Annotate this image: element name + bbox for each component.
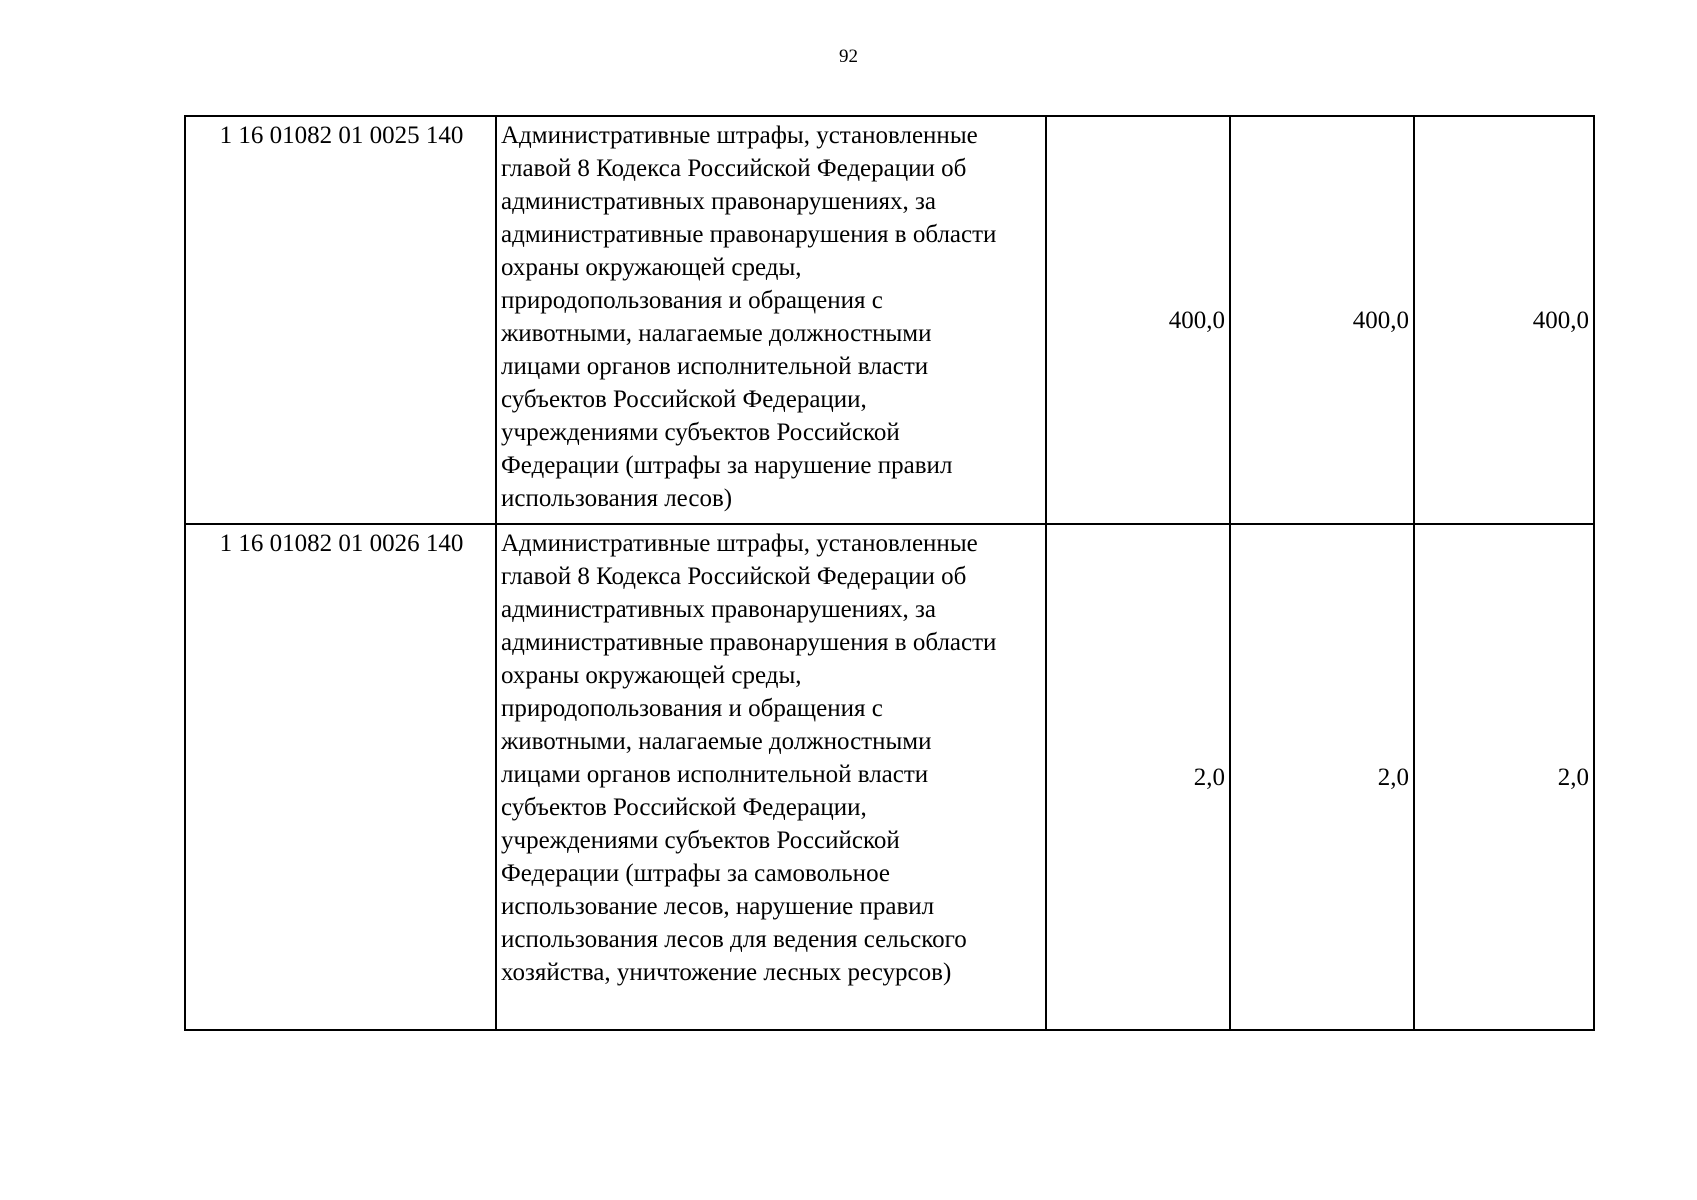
table-row bbox=[185, 524, 1594, 1030]
description-cell bbox=[496, 524, 1046, 1030]
budget-code-cell: 1 16 01082 01 0026 140 bbox=[185, 524, 496, 1030]
description-line: использования лесов для ведения сельского bbox=[501, 926, 967, 953]
description-line: лицами органов исполнительной власти bbox=[501, 353, 929, 380]
amount-cell-3: 400,0 bbox=[1414, 116, 1594, 524]
description-line: учреждениями субъектов Российской bbox=[501, 827, 900, 854]
description-line: субъектов Российской Федерации, bbox=[501, 386, 867, 413]
amount-cell-3: 2,0 bbox=[1414, 524, 1594, 1030]
description-line: административных правонарушениях, за bbox=[501, 596, 936, 623]
table-row bbox=[185, 116, 1594, 524]
description-line: административные правонарушения в области bbox=[501, 629, 997, 656]
budget-code-cell: 1 16 01082 01 0025 140 bbox=[185, 116, 496, 524]
amount-cell-1: 400,0 bbox=[1046, 116, 1230, 524]
description-line: главой 8 Кодекса Российской Федерации об bbox=[501, 155, 967, 182]
description-line: административные правонарушения в области bbox=[501, 221, 997, 248]
description-line: лицами органов исполнительной власти bbox=[501, 761, 929, 788]
description-line: Административные штрафы, установленные bbox=[501, 122, 978, 149]
budget-table bbox=[184, 115, 1595, 1031]
description-line: учреждениями субъектов Российской bbox=[501, 419, 900, 446]
amount-cell-2: 400,0 bbox=[1230, 116, 1414, 524]
description-line: Административные штрафы, установленные bbox=[501, 530, 978, 557]
description-line: животными, налагаемые должностными bbox=[501, 320, 932, 347]
description-line: использования лесов) bbox=[501, 485, 733, 512]
description-line: главой 8 Кодекса Российской Федерации об bbox=[501, 563, 967, 590]
description-line: субъектов Российской Федерации, bbox=[501, 794, 867, 821]
amount-cell-2: 2,0 bbox=[1230, 524, 1414, 1030]
description-line: административных правонарушениях, за bbox=[501, 188, 936, 215]
description-cell bbox=[496, 116, 1046, 524]
description-line: природопользования и обращения с bbox=[501, 287, 883, 314]
amount-cell-1: 2,0 bbox=[1046, 524, 1230, 1030]
description-line: охраны окружающей среды, bbox=[501, 254, 802, 281]
description-line: охраны окружающей среды, bbox=[501, 662, 802, 689]
description-line: использование лесов, нарушение правил bbox=[501, 893, 935, 920]
page-number: 92 bbox=[839, 46, 858, 67]
description-line: природопользования и обращения с bbox=[501, 695, 883, 722]
description-line: животными, налагаемые должностными bbox=[501, 728, 932, 755]
description-line: хозяйства, уничтожение лесных ресурсов) bbox=[501, 959, 952, 986]
description-line: Федерации (штрафы за самовольное bbox=[501, 860, 890, 887]
description-line: Федерации (штрафы за нарушение правил bbox=[501, 452, 953, 479]
